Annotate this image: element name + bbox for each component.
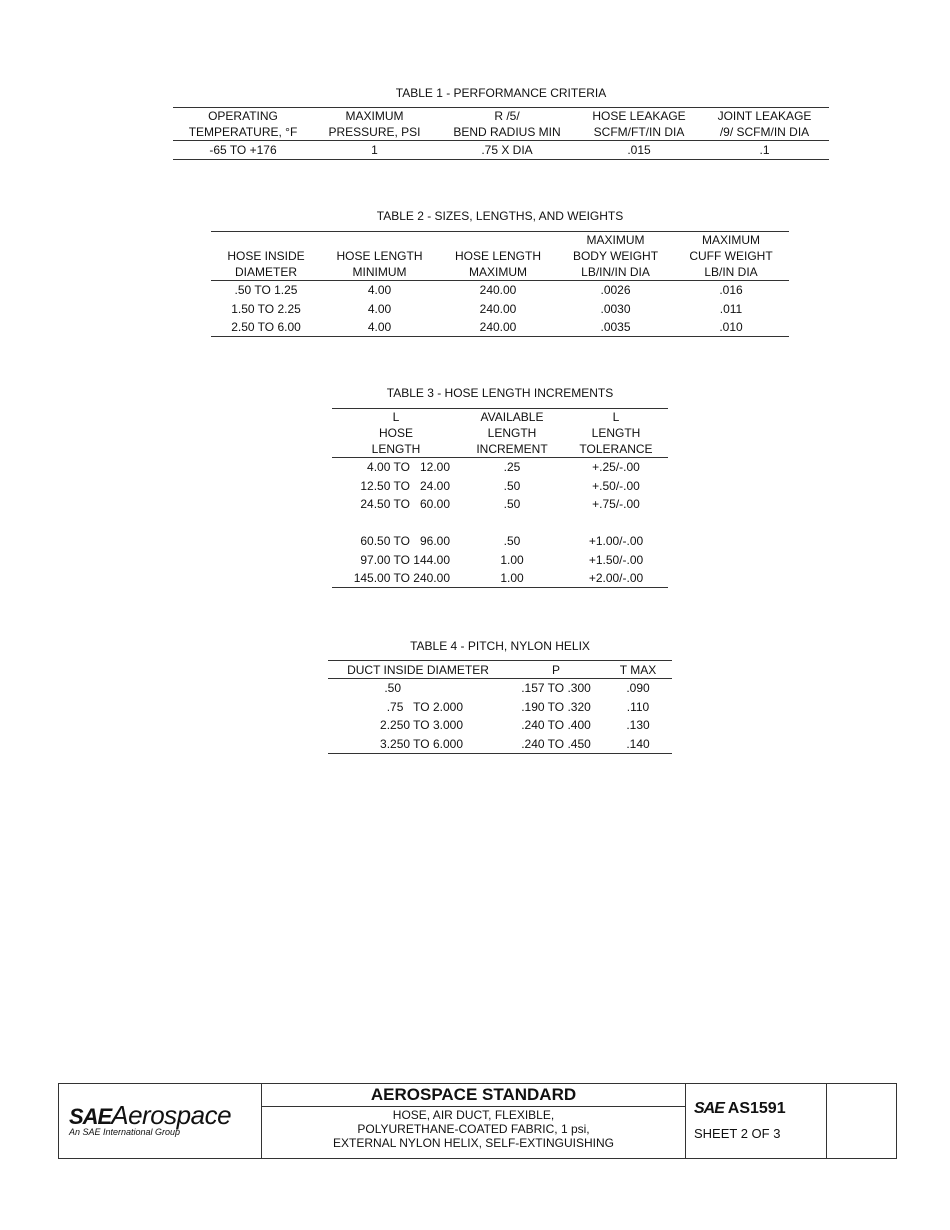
table-row: 12.50 TO 24.00 .50 +.50/-.00 <box>360 478 640 493</box>
t1-header-2: MAXIMUM PRESSURE, PSI <box>328 109 421 139</box>
sheet-number: SHEET 2 OF 3 <box>694 1126 781 1141</box>
table-2-caption: TABLE 2 - SIZES, LENGTHS, AND WEIGHTS <box>376 209 624 223</box>
table-row: -65 TO +176 1 .75 X DIA .015 .1 <box>173 141 829 160</box>
t1-header-3: R /5/ BEND RADIUS MIN <box>453 109 561 139</box>
t2-header-3: HOSE LENGTH MAXIMUM <box>454 249 541 279</box>
table-row: 60.50 TO 96.00 .50 +1.00/-.00 <box>360 533 644 548</box>
logo-word: Aerospace <box>111 1100 232 1130</box>
t4-header-2: P <box>551 662 560 677</box>
standard-heading: AEROSPACE STANDARD <box>262 1084 685 1107</box>
title-cell <box>262 1084 686 1158</box>
table-row: .50 .157 TO .300 .090 <box>328 679 672 698</box>
t4-header-3: T MAX <box>619 662 657 677</box>
t4-header-1: DUCT INSIDE DIAMETER <box>347 662 489 677</box>
sae-mark-small: SAE <box>694 1100 724 1117</box>
table-row: .50 TO 1.25 4.00 240.00 .0026 .016 <box>211 281 789 300</box>
table-row: 3.250 TO 6.000 .240 TO .450 .140 <box>380 736 650 751</box>
table-row: 4.00 TO 12.00 .25 +.25/-.00 <box>332 458 668 477</box>
t3-header-3: L LENGTH TOLERANCE <box>579 410 653 456</box>
table-row: 97.00 TO 144.00 1.00 +1.50/-.00 <box>360 552 644 567</box>
sae-aerospace-logo <box>69 1100 231 1137</box>
t1-header-5: JOINT LEAKAGE /9/ SCFM/IN DIA <box>717 109 812 139</box>
t2-header-2: HOSE LENGTH MINIMUM <box>336 249 423 279</box>
table-1-caption: TABLE 1 - PERFORMANCE CRITERIA <box>395 86 607 100</box>
logo-cell <box>59 1084 262 1158</box>
logo-mark: SAE <box>69 1104 112 1129</box>
t3-header-1: L HOSE LENGTH <box>371 410 421 456</box>
table-4-grid <box>328 660 672 754</box>
t3-header-2: AVAILABLE LENGTH INCREMENT <box>476 410 548 456</box>
table-row: 145.00 TO 240.00 1.00 +2.00/-.00 <box>353 571 644 586</box>
t1-header-1: OPERATING TEMPERATURE, °F <box>188 109 298 139</box>
logo-tagline: An SAE International Group <box>69 1127 181 1137</box>
t1-header-4: HOSE LEAKAGE SCFM/FT/IN DIA <box>592 109 686 139</box>
t2-header-4: MAXIMUM BODY WEIGHT LB/IN/IN DIA <box>572 233 659 279</box>
table-1-grid <box>173 107 829 160</box>
table-spacer <box>332 514 668 532</box>
blank-cell <box>827 1084 896 1158</box>
document-title: HOSE, AIR DUCT, FLEXIBLE, POLYURETHANE-COATED FABRIC, 1 psi, EXTERNAL NYLON HELIX, SELF-EXTINGUISHING <box>333 1108 614 1150</box>
table-3-grid <box>332 408 668 588</box>
table-row: .75 TO 2.000 .190 TO .320 .110 <box>386 699 650 714</box>
table-row: 1.50 TO 2.25 4.00 240.00 .0030 .011 <box>231 301 743 316</box>
table-4-caption: TABLE 4 - PITCH, NYLON HELIX <box>410 639 590 653</box>
table-row: 2.50 TO 6.00 4.00 240.00 .0035 .010 <box>231 319 743 334</box>
t2-header-1: HOSE INSIDE DIAMETER <box>227 249 305 279</box>
table-row: 2.250 TO 3.000 .240 TO .400 .130 <box>380 718 650 733</box>
document-id-cell <box>686 1084 827 1158</box>
document-number: SAE AS1591 <box>694 1100 786 1117</box>
table-3-caption: TABLE 3 - HOSE LENGTH INCREMENTS <box>386 386 614 400</box>
title-block <box>58 1083 897 1159</box>
t2-header-5: MAXIMUM CUFF WEIGHT LB/IN DIA <box>689 233 773 279</box>
table-row: 24.50 TO 60.00 .50 +.75/-.00 <box>360 497 640 512</box>
table-2-grid <box>211 231 789 337</box>
